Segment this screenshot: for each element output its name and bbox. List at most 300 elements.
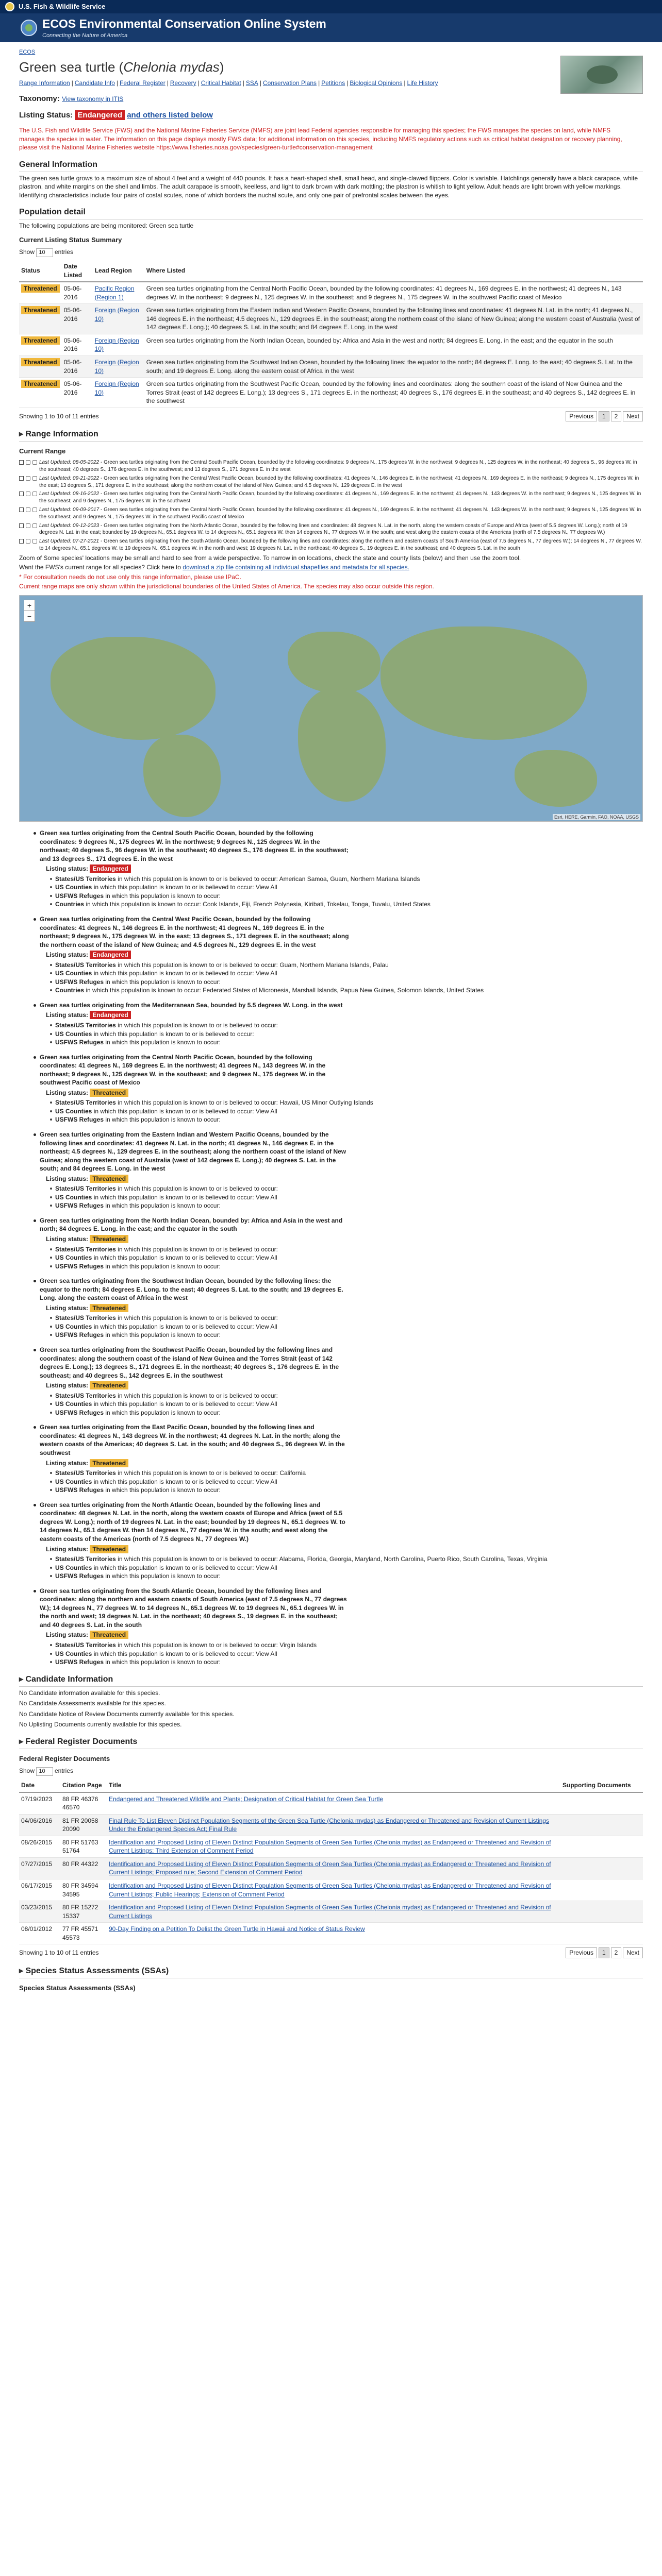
- range-layer-item: [19, 538, 643, 552]
- col-header[interactable]: Date: [19, 1779, 60, 1792]
- layer-zoom-icon[interactable]: [32, 460, 37, 465]
- occurrence-label: USFWS Refuges: [55, 1572, 104, 1580]
- fedreg-title-link[interactable]: 90-Day Finding on a Petition To Delist the Green Turtle in Hawaii and Notice of Status Review: [109, 1925, 365, 1933]
- layer-checkbox[interactable]: [19, 507, 24, 512]
- docs-cell: [560, 1857, 643, 1879]
- quicklink-8[interactable]: Biological Opinions: [350, 79, 403, 87]
- listing-status-table: [19, 260, 643, 408]
- status-badge: Endangered: [90, 865, 130, 873]
- layer-checkbox[interactable]: [19, 460, 24, 465]
- occurrence-label: US Counties: [55, 1478, 92, 1485]
- range-layer-item: [19, 506, 643, 521]
- agency-name[interactable]: U.S. Fish & Wildlife Service: [19, 3, 106, 11]
- population-occurrence: [55, 892, 643, 901]
- occurrence-label: US Counties: [55, 970, 92, 977]
- next-page-button[interactable]: Next: [623, 411, 643, 422]
- population-title: Green sea turtles originating from the North Atlantic Ocean, bounded by the following lines and coordinates: 48 degrees N. Lat. in the north, along the western coasts of Europe and Africa (west of 5.5 degrees W. Long.); north of 19 degrees N. Lat. in the east; bounded by 19 degrees N., 65.1 degrees W. to 14 degrees N., 65.1 degrees W. then 14 degrees N., 77 degrees W. in the south; and west along the eastern coasts of the Americas (north of 7.5 degrees N., 77 degrees W.): [40, 1501, 349, 1544]
- candidate-heading-text: Candidate Information: [25, 1674, 113, 1684]
- population-occurrence: [55, 1262, 643, 1271]
- fedreg-page-2-button[interactable]: 2: [611, 1947, 622, 1958]
- layer-description: Green sea turtles originating from the Central North Pacific Ocean, bounded by the following coordinates: 41 degrees N., 169 degrees E. in the northwest; 41 degrees N., 143 degrees W. in the northeast; 9 degrees N., 125 degrees W. in the southeast; and 9 degrees N., 175 degrees W. in the southwest Pacific coast of Mexico: [39, 507, 641, 520]
- status-badge: Threatened: [90, 1235, 128, 1243]
- range-layer-item: [19, 522, 643, 537]
- population-occurrence: [55, 978, 643, 987]
- page-2-button[interactable]: 2: [611, 411, 622, 422]
- date-cell: 05-06-2016: [62, 378, 93, 408]
- population-occurrence: [55, 1650, 643, 1658]
- fedreg-page-1-button[interactable]: 1: [599, 1947, 609, 1958]
- layer-description: Green sea turtles originating from the Central South Pacific Ocean, bounded by the following coordinates: 9 degrees N., 175 degrees W. in the northwest; 9 degrees N., 125 degrees W. in the northeast; 40 degrees S., 96 degrees W. in the southeast; 40 degrees S., 176 degrees E. in the southwest; and 13 degrees S., 171 degrees E. in the west: [39, 460, 637, 473]
- occurrence-label: States/US Territories: [55, 1469, 116, 1477]
- candidate-line: No Candidate information available for this species.: [19, 1689, 160, 1697]
- itis-link[interactable]: View taxonomy in ITIS: [62, 95, 124, 103]
- status-badge: Endangered: [75, 110, 125, 120]
- quicklink-4[interactable]: Critical Habitat: [201, 79, 241, 87]
- quicklink-1[interactable]: Candidate Info: [74, 79, 115, 87]
- link-separator: |: [318, 79, 320, 87]
- title-cell: [107, 1792, 560, 1815]
- population-occurrence: [55, 1098, 643, 1107]
- occurrence-label: USFWS Refuges: [55, 1039, 104, 1046]
- citation-cell: 80 FR 44322: [60, 1857, 107, 1879]
- layer-info-icon[interactable]: [26, 523, 30, 528]
- status-badge: Threatened: [21, 284, 60, 293]
- status-badge: Threatened: [90, 1459, 128, 1467]
- status-badge: Threatened: [90, 1381, 128, 1389]
- title-cell: [107, 1836, 560, 1857]
- population-status-row: Listing status: Threatened: [46, 1235, 643, 1244]
- population-occurrence: [55, 1572, 643, 1581]
- range-heading: [19, 429, 643, 442]
- population-status-row: Listing status: Threatened: [46, 1089, 643, 1097]
- entries-dropdown[interactable]: 10: [36, 248, 53, 257]
- link-separator: |: [242, 79, 244, 87]
- occurrence-label: States/US Territories: [55, 875, 116, 883]
- fedreg-title-link[interactable]: Identification and Proposed Listing of Eleven Distinct Population Segments of Green Sea Turtles (Chelonia mydas) as Endangered or Threatened and Revision of Current Listings; Third Extension of Comment Period: [109, 1838, 551, 1855]
- docs-cell: [560, 1814, 643, 1836]
- occurrence-label: US Counties: [55, 1564, 92, 1571]
- population-status-row: Listing status: Threatened: [46, 1459, 643, 1468]
- range-heading-text: Range Information: [25, 430, 98, 439]
- table-row: [19, 1879, 643, 1901]
- occurrence-label: States/US Territories: [55, 961, 116, 969]
- range-layer-item: [19, 475, 643, 489]
- population-occurrence: [55, 1184, 643, 1193]
- layer-description: Green sea turtles originating from the North Atlantic Ocean, bounded by the following lines and coordinates: 48 degrees N. Lat. in the north, along the western coasts of Europe and Africa (west of 5.5 degrees W. Long.); north of 19 degrees N. Lat. in the east; bounded by 19 degrees N., 65.1 degrees W. to 14 degrees N., 65.1 degrees W. then 14 degrees N., 77 degrees W. in the south; and west along the eastern coasts of the Americas (north of 7.5 degrees N., 77 degrees W.): [39, 522, 627, 536]
- occurrence-label: States/US Territories: [55, 1392, 116, 1399]
- population-detail-list: [19, 829, 643, 1667]
- region-link[interactable]: Foreign (Region 10): [94, 307, 139, 323]
- range-map[interactable]: [19, 595, 643, 822]
- occurrence-value: in which this population is known to occur: Cook Islands, Fiji, French Polynesia, Kiribati, Tokelau, Tonga, Tuvalu, United States: [86, 901, 431, 908]
- layer-description: Green sea turtles originating from the Central West Pacific Ocean, bounded by the following coordinates: 41 degrees N., 146 degrees E. in the northwest; 41 degrees N., 169 degrees E. in the northeast; 9 degrees N., 175 degrees W. in the east; 13 degrees S., 171 degrees E. in the southeast; along the northern coast of the island of New Guinea; and 4.5 degrees N., 129 degrees E. in the west: [39, 475, 639, 488]
- taxonomy-row: [19, 94, 643, 105]
- quicklink-7[interactable]: Petitions: [321, 79, 345, 87]
- quicklink-2[interactable]: Federal Register: [120, 79, 166, 87]
- shapefile-download-link[interactable]: download a zip file containing all individual shapefiles and metadata for all species.: [183, 564, 409, 571]
- ssa-heading: [19, 1965, 643, 1978]
- show-label: Show: [19, 1767, 35, 1774]
- occurrence-value: in which this population is known to occur:: [105, 1486, 221, 1494]
- link-separator: |: [71, 79, 73, 87]
- layer-zoom-icon[interactable]: [32, 476, 37, 481]
- population-occurrence: [55, 969, 643, 978]
- candidate-lines: [19, 1689, 643, 1729]
- layer-info-icon[interactable]: [26, 476, 30, 481]
- layer-info-icon[interactable]: [26, 460, 30, 465]
- docs-cell: [560, 1901, 643, 1923]
- population-title: Green sea turtles originating from the Central West Pacific Ocean, bounded by the following coordinates: 41 degrees N., 146 degrees E. in the northwest; 41 degrees N., 169 degrees E. in the northeast; 9 degrees N., 175 degrees W. in the east; 13 degrees S., 171 degrees E. in the southeast; along the northern coast of the island of New Guinea; and 4.5 degrees N., 129 degrees E. in the west: [40, 915, 349, 948]
- population-occurrence: [55, 1400, 643, 1409]
- population-title: Green sea turtles originating from the East Pacific Ocean, bounded by the following lines and coordinates: 41 degrees N., 143 degrees W. in the northwest; 41 degrees N. Lat. in the north; along the western coasts of the Americas; 40 degrees S. Lat. in the south; and 40 degrees S., 96 degrees W. in the southwest: [40, 1423, 349, 1457]
- occurrence-value: in which this population is known to or is believed to occur: California: [118, 1469, 306, 1477]
- zoom-in-icon[interactable]: +: [27, 601, 32, 610]
- title-cell: [107, 1857, 560, 1879]
- population-occurrence: [55, 1107, 643, 1116]
- table-row: [19, 1857, 643, 1879]
- occurrence-label: US Counties: [55, 1107, 92, 1115]
- occurrence-label: States/US Territories: [55, 1245, 116, 1253]
- col-header[interactable]: Lead Region: [93, 260, 144, 282]
- layer-text: Last Updated: 09-21-2022 - Green sea turtles originating from the Central West Pacific Ocean, bounded by the following coordinates: 41 degrees N., 146 degrees E. in the northwest; 41 degrees N., 169 degrees E. in the northeast; 9 degrees N., 175 degrees W. in the east; 13 degrees S., 171 degrees E. in the southeast; along the northern coast of the island of New Guinea; and 4.5 degrees N., 129 degrees E. in the west: [39, 475, 639, 488]
- citation-cell: 88 FR 46376 46570: [60, 1792, 107, 1815]
- population-occurrence: [55, 1478, 643, 1486]
- occurrence-label: US Counties: [55, 1650, 92, 1657]
- table-row: [19, 1814, 643, 1836]
- layer-checkbox[interactable]: [19, 476, 24, 481]
- status-badge: Threatened: [21, 380, 60, 388]
- region-link[interactable]: Pacific Region (Region 1): [94, 285, 135, 301]
- layer-updated: Last Updated: 08-16-2022: [39, 491, 100, 497]
- col-header[interactable]: Supporting Documents: [560, 1779, 643, 1792]
- population-status-row: Listing status: Endangered: [46, 1011, 643, 1020]
- population-item: [40, 915, 643, 995]
- population-status-row: Listing status: Threatened: [46, 1381, 643, 1390]
- table-row: [19, 334, 643, 355]
- shapefile-pre-text: Want the FWS's current range for all species? Click here to: [19, 564, 181, 571]
- population-item: [40, 1346, 643, 1417]
- species-photo[interactable]: [560, 56, 643, 94]
- population-heading: Population detail: [19, 207, 643, 219]
- occurrence-value: in which this population is known to or is believed to occur:: [118, 1314, 278, 1322]
- occurrence-value: in which this population is known to or is believed to occur:: [93, 1030, 254, 1038]
- col-header[interactable]: Title: [107, 1779, 560, 1792]
- population-title: Green sea turtles originating from the Southwest Pacific Ocean, bounded by the following lines and coordinates: along the southern coast of the island of New Guinea and the Torres Strait (east of 142 degrees E. Long.); 13 degrees S., 171 degrees E. in the northeast; 40 degrees S., 176 degrees E. in the southeast; and 40 degrees S., 142 degrees E. in the southwest: [40, 1346, 349, 1380]
- table-row: [19, 1792, 643, 1815]
- population-occurrence: [55, 1193, 643, 1202]
- where-cell: Green sea turtles originating from the Southwest Indian Ocean, bounded by the following lines: the equator to the north; 84 degrees E. Long. to the east; 40 degrees S. Lat. to the south; and 19 degrees E. Long. along the eastern coast of Africa in the west: [144, 355, 643, 377]
- col-header[interactable]: Status: [19, 260, 62, 282]
- population-item: [40, 1216, 643, 1270]
- occurrence-value: in which this population is known to occur:: [105, 1572, 221, 1580]
- occurrence-label: USFWS Refuges: [55, 892, 104, 900]
- zoom-out-icon[interactable]: −: [24, 611, 35, 621]
- ssa-heading-text: Species Status Assessments (SSAs): [25, 1966, 169, 1975]
- shapefile-note: [19, 563, 643, 572]
- population-item: [40, 829, 643, 909]
- layer-checkbox[interactable]: [19, 523, 24, 528]
- table-row: [19, 304, 643, 334]
- layer-text: Last Updated: 08-16-2022 - Green sea turtles originating from the Central North Pacific Ocean, bounded by the following coordinates: 41 degrees N., 169 degrees E. in the northwest; 41 degrees N., 143 degrees W. in the northeast; 9 degrees N., 125 degrees W. in the southeast; and 9 degrees N., 175 degrees W. in the southwest: [39, 491, 641, 504]
- fedreg-title-link[interactable]: Endangered and Threatened Wildlife and Plants; Designation of Critical Habitat for Green Sea Turtle: [109, 1795, 384, 1803]
- population-title: Green sea turtles originating from the South Atlantic Ocean, bounded by the following lines and coordinates: along the northern and eastern coasts of South America (east of 7.5 degrees N., 77 degrees W.); 14 degrees N., 77 degrees W. to 14 degrees N., 65.1 degrees W. to 19 degrees N., 65.1 degrees W. in the north and west; 19 degrees N. Lat. in the northeast; 40 degrees S., 19 degrees E. in the southeast; and 40 degrees S. Lat. in the south: [40, 1587, 349, 1630]
- citation-cell: 81 FR 20058 20090: [60, 1814, 107, 1836]
- site-header: [0, 13, 662, 42]
- table-row: [19, 1923, 643, 1944]
- occurrence-label: US Counties: [55, 1254, 92, 1262]
- candidate-line: No Uplisting Documents currently available for this species.: [19, 1721, 182, 1728]
- fedreg-title-link[interactable]: Final Rule To List Eleven Distinct Population Segments of the Green Sea Turtle (Chelonia mydas) as Endangered or Threatened and Revision of Current Listings Under the Endangered Species Act; Final Rule: [109, 1817, 550, 1833]
- date-cell: 07/27/2015: [19, 1857, 60, 1879]
- link-separator: |: [404, 79, 406, 87]
- table-row: [19, 1836, 643, 1857]
- date-cell: 05-06-2016: [62, 282, 93, 304]
- status-badge: Threatened: [90, 1089, 128, 1097]
- population-occurrence: [55, 1392, 643, 1400]
- layer-zoom-icon[interactable]: [32, 507, 37, 512]
- layer-info-icon[interactable]: [26, 539, 30, 544]
- status-badge: Threatened: [90, 1545, 128, 1553]
- collapse-triangle-icon[interactable]: ▸: [19, 1966, 26, 1975]
- occurrence-value: in which this population is known to or is believed to occur: View All: [93, 884, 277, 891]
- population-item: [40, 1130, 643, 1210]
- occurrence-label: USFWS Refuges: [55, 1202, 104, 1210]
- docs-cell: [560, 1836, 643, 1857]
- quicklink-3[interactable]: Recovery: [170, 79, 196, 87]
- layer-updated: Last Updated: 09-12-2023: [39, 522, 100, 529]
- table-row: [19, 1901, 643, 1923]
- col-header[interactable]: Citation Page: [60, 1779, 107, 1792]
- citation-cell: 80 FR 15272 15337: [60, 1901, 107, 1923]
- collapse-triangle-icon[interactable]: ▸: [19, 430, 26, 439]
- joint-agency-warning: The U.S. Fish and Wildlife Service (FWS) and the National Marine Fisheries Service (NMFS) are joint lead Federal agencies responsible for managing this species; the FWS manages the species on land, while NMFS manages the species in water. The information on this page displays mostly FWS data; for additional information on this species, including NMFS regulatory actions such as critical habitat designation or recovery planning, please visit the National Marine Fisheries website https://www.fisheries.noaa.gov/species/green-turtle#conservation-management: [19, 126, 622, 151]
- population-title: Green sea turtles originating from the Eastern Indian and Western Pacific Oceans, bounded by the following lines and coordinates: 41 degrees N. Lat. in the north; 41 degrees N., 146 degrees E. in the northeast; 4.5 degrees N., 129 degrees E. in the southeast; along the northern coast of the island of New Guinea; along the western coast of Australia (west of 142 degrees E. Long.); 40 degrees S. Lat. in the south; and 84 degrees E. Long. in the west: [40, 1130, 349, 1173]
- occurrence-label: US Counties: [55, 1400, 92, 1408]
- site-title[interactable]: ECOS Environmental Conservation Online System: [42, 16, 326, 30]
- link-separator: |: [346, 79, 349, 87]
- ecos-logo-icon[interactable]: [21, 20, 37, 36]
- population-occurrence: [55, 1658, 643, 1667]
- link-separator: |: [259, 79, 261, 87]
- population-status-row: Listing status: Endangered: [46, 951, 643, 959]
- map-landmass-africa: [298, 688, 386, 802]
- occurrence-value: in which this population is known to occur:: [105, 978, 221, 986]
- occurrence-value: in which this population is known to or is believed to occur: Alabama, Florida, Georgia, Maryland, North Carolina, Puerto Rico, South Carolina, Texas, Virginia: [118, 1555, 548, 1563]
- listing-status-label: Listing Status:: [19, 111, 73, 120]
- population-title: Green sea turtles originating from the Central South Pacific Ocean, bounded by the following coordinates: 9 degrees N., 175 degrees W. in the northwest; 9 degrees N., 125 degrees W. in the northeast; 40 degrees S., 96 degrees W. in the southeast; 40 degrees S., 176 degrees E. in the southwest; and 13 degrees S., 171 degrees E. in the west: [40, 829, 349, 862]
- population-occurrence: [55, 1253, 643, 1262]
- occurrence-value: in which this population is known to occur:: [105, 1039, 221, 1046]
- listing-summary-title: Current Listing Status Summary: [19, 235, 122, 244]
- map-note: Current range maps are only shown within the jurisdictional boundaries of the United States of America. The species may also occur outside this region.: [19, 583, 434, 590]
- zoom-note: Zoom of Some species' locations may be small and hard to see from a wide perspective. To narrow in on locations, check the state and county lists (below) and then use the zoom tool.: [19, 554, 521, 562]
- date-cell: 05-06-2016: [62, 334, 93, 355]
- entries-label: entries: [54, 1767, 73, 1774]
- candidate-heading: [19, 1674, 643, 1687]
- occurrence-value: in which this population is known to or is believed to occur: View All: [93, 1107, 277, 1115]
- taxonomy-label: Taxonomy:: [19, 94, 60, 103]
- occurrence-value: in which this population is known to or is believed to occur: View All: [93, 1400, 277, 1408]
- current-range-title: Current Range: [19, 447, 66, 455]
- collapse-triangle-icon[interactable]: ▸: [19, 1674, 26, 1684]
- occurrence-value: in which this population is known to occur:: [105, 1331, 221, 1339]
- layer-info-icon[interactable]: [26, 507, 30, 512]
- where-cell: Green sea turtles originating from the Eastern Indian and Western Pacific Oceans, bounded by the following lines and coordinates: 41 degrees N. Lat. in the north; 41 degrees N., 146 degrees E. in the northeast; 4.5 degrees N., 129 degrees E. in the southeast; along the northern coast of the island of New Guinea; along the western coast of Australia (west of 142 degrees E. Long.); 40 degrees S. Lat. in the south; and 84 degrees E. Long. in the west: [144, 304, 643, 334]
- citation-cell: 77 FR 45571 45573: [60, 1923, 107, 1944]
- layer-text: Last Updated: 08-05-2022 - Green sea turtles originating from the Central South Pacific Ocean, bounded by the following coordinates: 9 degrees N., 175 degrees W. in the northwest; 9 degrees N., 125 degrees W. in the northeast; 40 degrees S., 96 degrees W. in the southeast; 40 degrees S., 176 degrees E. in the southwest; and 13 degrees S., 171 degrees E. in the west: [39, 460, 637, 473]
- population-status-row: Listing status: Endangered: [46, 865, 643, 873]
- layer-checkbox[interactable]: [19, 539, 24, 544]
- layer-zoom-icon[interactable]: [32, 539, 37, 544]
- docs-cell: [560, 1879, 643, 1901]
- quicklink-0[interactable]: Range Information: [19, 79, 70, 87]
- layer-info-icon[interactable]: [26, 492, 30, 496]
- population-occurrence: [55, 1409, 643, 1417]
- population-occurrence: [55, 1201, 643, 1210]
- population-occurrence: [55, 900, 643, 909]
- occurrence-label: US Counties: [55, 884, 92, 891]
- fedreg-title-link[interactable]: Identification and Proposed Listing of Eleven Distinct Population Segments of Green Sea Turtles (Chelonia mydas) as Endangered or Threatened and Revision of Current Listings; Proposed rule; Second Extension of Comment Period: [109, 1860, 551, 1876]
- where-cell: Green sea turtles originating from the Southwest Pacific Ocean, bounded by the following lines and coordinates: along the southern coast of the island of New Guinea and the Torres Strait (east of 142 degrees E. Long.); 13 degrees S., 171 degrees E. in the northeast; 40 degrees S., 176 degrees E. in the southeast; and 40 degrees S., 142 degrees E. in the southwest: [144, 378, 643, 408]
- occurrence-value: in which this population is known to occur:: [105, 1202, 221, 1210]
- link-separator: |: [167, 79, 169, 87]
- general-info-heading: General Information: [19, 159, 643, 172]
- fedreg-prev-button[interactable]: Previous: [566, 1947, 597, 1958]
- region-cell: [93, 355, 144, 377]
- status-badge: Threatened: [21, 336, 60, 345]
- layer-description: Green sea turtles originating from the Central North Pacific Ocean, bounded by the following coordinates: 41 degrees N., 169 degrees E. in the northwest; 41 degrees N., 143 degrees W. in the northeast; 9 degrees N., 125 degrees W. in the southeast; and 9 degrees N., 175 degrees W. in the southwest: [39, 491, 641, 504]
- main-content: [19, 42, 643, 1993]
- quicklink-5[interactable]: SSA: [245, 79, 258, 87]
- site-subtitle: Connecting the Nature of America: [42, 32, 128, 39]
- fedreg-next-button[interactable]: Next: [623, 1947, 643, 1958]
- occurrence-value: in which this population is known to or is believed to occur: View All: [93, 1650, 277, 1657]
- population-occurrence: [55, 1021, 643, 1030]
- population-status-row: Listing status: Threatened: [46, 1175, 643, 1183]
- col-header[interactable]: Date Listed: [62, 260, 93, 282]
- population-item: [40, 1587, 643, 1667]
- date-cell: 04/06/2016: [19, 1814, 60, 1836]
- title-cell: [107, 1879, 560, 1901]
- docs-cell: [560, 1923, 643, 1944]
- prev-page-button[interactable]: Previous: [566, 411, 597, 422]
- population-item: [40, 1501, 643, 1581]
- link-separator: |: [116, 79, 119, 87]
- collapse-triangle-icon[interactable]: ▸: [19, 1737, 26, 1746]
- species-scientific-name: Chelonia mydas: [123, 59, 220, 75]
- layer-updated: Last Updated: 09-09-2017: [39, 507, 100, 513]
- region-link[interactable]: Foreign (Region 10): [94, 358, 139, 375]
- map-landmass-americas-north: [51, 637, 216, 740]
- occurrence-label: USFWS Refuges: [55, 1262, 104, 1270]
- page-1-button[interactable]: 1: [599, 411, 609, 422]
- population-occurrence: [55, 1555, 643, 1564]
- layer-checkbox[interactable]: [19, 492, 24, 496]
- fedreg-title-link[interactable]: Identification and Proposed Listing of Eleven Distinct Population Segments of Green Sea Turtles (Chelonia mydas) as Endangered or Threatened and Revision of Current Listings; Public Hearings; Extension of Comment Period: [109, 1882, 551, 1898]
- candidate-line: No Candidate Assessments available for this species.: [19, 1700, 166, 1707]
- fedreg-title-link[interactable]: Identification and Proposed Listing of Eleven Distinct Population Segments of Green Sea Turtles (Chelonia mydas) as Endangered or Threatened and Revision of Current Listings: [109, 1904, 551, 1920]
- occurrence-label: States/US Territories: [55, 1314, 116, 1322]
- listing-pager: [19, 411, 643, 422]
- fedreg-subheading: Federal Register Documents: [19, 1754, 110, 1762]
- page-title: Green sea turtle (Chelonia mydas): [19, 59, 224, 75]
- status-badge: Endangered: [90, 951, 130, 959]
- col-header[interactable]: Where Listed: [144, 260, 643, 282]
- show-label: Show: [19, 248, 35, 256]
- breadcrumb-ecos[interactable]: ECOS: [19, 49, 36, 55]
- region-link[interactable]: Foreign (Region 10): [94, 336, 139, 353]
- population-occurrence: [55, 961, 643, 970]
- occurrence-label: Countries: [55, 901, 85, 908]
- status-badge: Threatened: [90, 1304, 128, 1312]
- occurrence-value: in which this population is known to or is believed to occur: View All: [93, 1323, 277, 1330]
- occurrence-label: USFWS Refuges: [55, 1658, 104, 1666]
- occurrence-value: in which this population is known to occur:: [105, 1658, 221, 1666]
- fedreg-pager: [19, 1947, 643, 1958]
- range-layer-list: [19, 459, 643, 552]
- map-attribution: Esri, HERE, Garmin, FAO, NOAA, USGS: [553, 814, 640, 820]
- title-cell: [107, 1814, 560, 1836]
- status-badge: Threatened: [90, 1631, 128, 1639]
- population-occurrence: [55, 1115, 643, 1124]
- population-item: [40, 1053, 643, 1124]
- where-cell: Green sea turtles originating from the Central North Pacific Ocean, bounded by the following coordinates: 41 degrees N., 169 degrees E. in the northwest; 41 degrees N., 143 degrees W. in the northeast; 9 degrees N., 125 degrees W. in the southeast; and 9 degrees N., 175 degrees W. in the southwest Pacific coast of Mexico: [144, 282, 643, 304]
- occurrence-label: USFWS Refuges: [55, 978, 104, 986]
- occurrence-label: States/US Territories: [55, 1641, 116, 1649]
- occurrence-value: in which this population is known to or is believed to occur:: [118, 1392, 278, 1399]
- layer-text: Last Updated: 09-09-2017 - Green sea turtles originating from the Central North Pacific Ocean, bounded by the following coordinates: 41 degrees N., 169 degrees E. in the northwest; 41 degrees N., 143 degrees W. in the northeast; 9 degrees N., 125 degrees W. in the southeast; and 9 degrees N., 175 degrees W. in the southwest Pacific coast of Mexico: [39, 507, 641, 520]
- status-cell: [19, 334, 62, 355]
- date-cell: 03/23/2015: [19, 1901, 60, 1923]
- map-landmass-australia: [515, 750, 597, 807]
- layer-text: Last Updated: 07-27-2021 - Green sea turtles originating from the South Atlantic Ocean, bounded by the following lines and coordinates: along the northern and eastern coasts of South America (east of 7.5 degrees N., 77 degrees W.); 14 degrees N., 77 degrees W. to 14 degrees N., 65.1 degrees W. to 19 degrees N., 65.1 degrees W. in the north and west; 19 degrees N. Lat. in the northeast; 40 degrees S., 19 degrees E. in the southeast; and 40 degrees S. Lat. in the south: [39, 538, 642, 552]
- quick-links: [19, 79, 442, 88]
- title-cell: [107, 1901, 560, 1923]
- status-badge: Threatened: [90, 1175, 128, 1183]
- occurrence-value: in which this population is known to or is believed to occur: Hawaii, US Minor Outlying Islands: [118, 1099, 373, 1107]
- occurrence-value: in which this population is known to or is believed to occur: View All: [93, 1564, 277, 1571]
- region-link[interactable]: Foreign (Region 10): [94, 380, 139, 396]
- occurrence-value: in which this population is known to or is believed to occur: View All: [93, 1478, 277, 1485]
- fws-logo-icon: [5, 2, 14, 11]
- quicklink-6[interactable]: Conservation Plans: [263, 79, 317, 87]
- others-listed-link[interactable]: and others listed below: [127, 111, 213, 120]
- listing-status-row: [19, 110, 643, 121]
- date-cell: 08/01/2012: [19, 1923, 60, 1944]
- layer-text: Last Updated: 09-12-2023 - Green sea turtles originating from the North Atlantic Ocean, bounded by the following lines and coordinates: 48 degrees N. Lat. in the north, along the western coasts of Europe and Africa (west of 5.5 degrees W. Long.); north of 19 degrees N. Lat. in the east; bounded by 19 degrees N., 65.1 degrees W. to 14 degrees N., 65.1 degrees W. then 14 degrees N., 77 degrees W. in the south; and west along the eastern coasts of the Americas (north of 7.5 degrees N., 77 degrees W.): [39, 522, 627, 536]
- fedreg-entries-dropdown[interactable]: 10: [36, 1767, 53, 1776]
- species-common-name: Green sea turtle: [19, 59, 115, 75]
- status-cell: [19, 355, 62, 377]
- occurrence-value: in which this population is known to occur:: [105, 892, 221, 900]
- range-layer-item: [19, 459, 643, 473]
- link-separator: |: [197, 79, 200, 87]
- docs-cell: [560, 1792, 643, 1815]
- layer-zoom-icon[interactable]: [32, 523, 37, 528]
- population-text: The following populations are being monitored: Green sea turtle: [19, 222, 194, 230]
- quicklink-9[interactable]: Life History: [407, 79, 438, 87]
- occurrence-label: States/US Territories: [55, 1555, 116, 1563]
- occurrence-value: in which this population is known to or is believed to occur: View All: [93, 1193, 277, 1201]
- occurrence-value: in which this population is known to or is believed to occur: View All: [93, 970, 277, 977]
- status-badge: Threatened: [21, 306, 60, 314]
- occurrence-value: in which this population is known to or is believed to occur:: [118, 1245, 278, 1253]
- fedreg-heading: [19, 1736, 643, 1749]
- region-cell: [93, 304, 144, 334]
- layer-zoom-icon[interactable]: [32, 492, 37, 496]
- status-cell: [19, 304, 62, 334]
- population-occurrence: [55, 875, 643, 884]
